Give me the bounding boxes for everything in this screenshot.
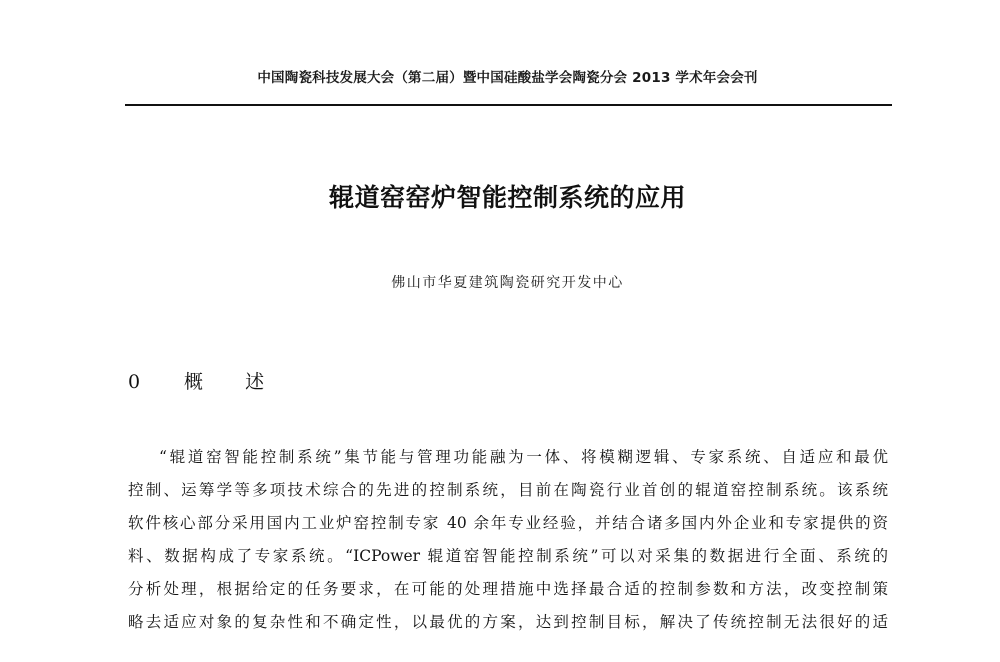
body-line: 分析处理，根据给定的任务要求，在可能的处理措施中选择最合适的控制参数和方法，改变控制策 [128, 580, 888, 598]
body-line: “辊道窑智能控制系统”集节能与管理功能融为一体、将模糊逻辑、专家系统、自适应和最优 [159, 448, 888, 466]
body-line: 略去适应对象的复杂性和不确定性，以最优的方案，达到控制目标，解决了传统控制无法很好的适 [128, 613, 888, 631]
section-title: 概 述 [184, 371, 283, 393]
section-heading [128, 367, 282, 394]
header-divider [125, 104, 892, 106]
section-number: 0 [128, 371, 141, 393]
body-line: 控制、运筹学等多项技术综合的先进的控制系统，目前在陶瓷行业首创的辊道窑控制系统。该系统 [128, 481, 888, 499]
journal-running-header: 中国陶瓷科技发展大会（第二届）暨中国硅酸盐学会陶瓷分会 2013 学术年会会刊 [257, 70, 758, 86]
body-line: 软件核心部分采用国内工业炉窑控制专家 40 余年专业经验，并结合诸多国内外企业和专家提供的资 [128, 514, 888, 532]
author-affiliation: 佛山市华夏建筑陶瓷研究开发中心 [391, 275, 624, 291]
paper-title: 辊道窑窑炉智能控制系统的应用 [328, 183, 686, 212]
body-paragraph [128, 446, 888, 644]
body-line: 料、数据构成了专家系统。“ICPower 辊道窑智能控制系统”可以对采集的数据进行全面、系统的 [128, 547, 888, 565]
